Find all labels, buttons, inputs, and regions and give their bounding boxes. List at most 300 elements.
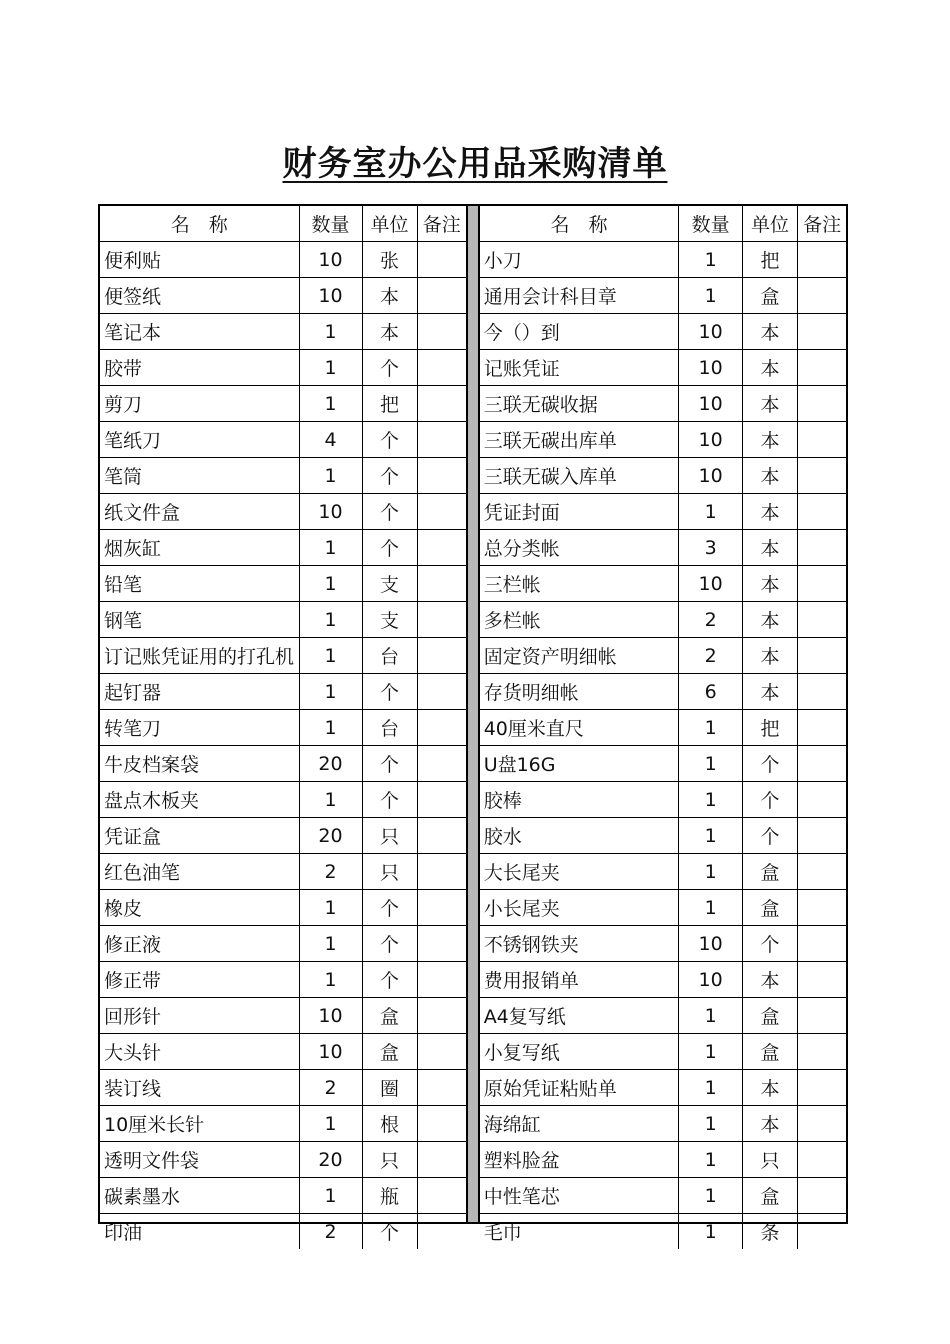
item-note-cell [417, 782, 466, 818]
item-note-cell [798, 242, 846, 278]
table-row [100, 854, 466, 890]
item-unit-cell: 个 [362, 1214, 417, 1250]
item-note-cell [798, 278, 846, 314]
item-unit-cell: 只 [362, 854, 417, 890]
item-qty-cell: 1 [299, 314, 362, 350]
item-note-cell [417, 314, 466, 350]
item-qty-cell: 10 [679, 566, 742, 602]
item-name-cell: 原始凭证粘贴单 [480, 1070, 679, 1106]
item-qty-cell: 1 [299, 782, 362, 818]
table-row [480, 926, 846, 962]
item-unit-cell: 把 [362, 386, 417, 422]
item-note-cell [798, 638, 846, 674]
table-row [480, 494, 846, 530]
item-note-cell [417, 710, 466, 746]
item-qty-cell: 1 [679, 1142, 742, 1178]
item-name-cell: 回形针 [100, 998, 299, 1034]
item-qty-cell: 1 [679, 854, 742, 890]
table-row [100, 458, 466, 494]
item-qty-cell: 1 [679, 1070, 742, 1106]
item-qty-cell: 1 [299, 710, 362, 746]
item-unit-cell: 盒 [742, 890, 797, 926]
item-unit-cell: 根 [362, 1106, 417, 1142]
item-unit-cell: 盒 [742, 1178, 797, 1214]
item-qty-cell: 20 [299, 746, 362, 782]
item-unit-cell: 本 [742, 1070, 797, 1106]
item-unit-cell: 盒 [742, 278, 797, 314]
item-qty-cell: 1 [299, 1178, 362, 1214]
item-qty-cell: 1 [679, 1034, 742, 1070]
right-table [480, 206, 846, 1249]
item-name-cell: 毛巾 [480, 1214, 679, 1250]
item-note-cell [417, 1034, 466, 1070]
item-unit-cell: 个 [362, 890, 417, 926]
item-name-cell: 笔筒 [100, 458, 299, 494]
item-unit-cell: 支 [362, 602, 417, 638]
item-name-cell: 三联无碳收据 [480, 386, 679, 422]
item-note-cell [417, 566, 466, 602]
item-note-cell [798, 350, 846, 386]
item-qty-cell: 1 [679, 278, 742, 314]
item-unit-cell: 瓶 [362, 1178, 417, 1214]
item-qty-cell: 20 [299, 818, 362, 854]
item-unit-cell: 本 [742, 386, 797, 422]
item-qty-cell: 20 [299, 1142, 362, 1178]
header-qty: 数量 [679, 206, 742, 242]
item-name-cell: 海绵缸 [480, 1106, 679, 1142]
item-qty-cell: 10 [679, 350, 742, 386]
item-name-cell: 纸文件盒 [100, 494, 299, 530]
item-note-cell [417, 890, 466, 926]
item-note-cell [798, 530, 846, 566]
table-row [480, 458, 846, 494]
table-row [100, 782, 466, 818]
item-unit-cell: 本 [742, 962, 797, 998]
item-unit-cell: 本 [742, 494, 797, 530]
item-qty-cell: 1 [679, 782, 742, 818]
item-qty-cell: 2 [299, 1070, 362, 1106]
item-unit-cell: 本 [742, 422, 797, 458]
item-qty-cell: 1 [299, 890, 362, 926]
table-row [480, 386, 846, 422]
item-unit-cell: 个 [362, 494, 417, 530]
item-name-cell: 透明文件袋 [100, 1142, 299, 1178]
table-row [480, 638, 846, 674]
item-name-cell: 塑料脸盆 [480, 1142, 679, 1178]
item-qty-cell: 10 [679, 422, 742, 458]
item-name-cell: 三联无碳出库单 [480, 422, 679, 458]
header-name: 名 称 [480, 206, 679, 242]
item-unit-cell: 只 [362, 818, 417, 854]
item-name-cell: 胶棒 [480, 782, 679, 818]
item-note-cell [417, 746, 466, 782]
item-note-cell [417, 854, 466, 890]
item-note-cell [798, 746, 846, 782]
header-unit: 单位 [362, 206, 417, 242]
item-qty-cell: 1 [299, 458, 362, 494]
item-qty-cell: 1 [679, 1178, 742, 1214]
item-qty-cell: 1 [299, 638, 362, 674]
table-row [100, 998, 466, 1034]
item-note-cell [798, 386, 846, 422]
item-unit-cell: 台 [362, 710, 417, 746]
item-note-cell [798, 458, 846, 494]
item-note-cell [417, 1142, 466, 1178]
item-qty-cell: 1 [299, 602, 362, 638]
item-name-cell: A4复写纸 [480, 998, 679, 1034]
item-unit-cell: 把 [742, 710, 797, 746]
item-note-cell [798, 674, 846, 710]
item-name-cell: 烟灰缸 [100, 530, 299, 566]
item-unit-cell: 盒 [362, 998, 417, 1034]
item-name-cell: U盘16G [480, 746, 679, 782]
table-row [100, 494, 466, 530]
table-row [480, 998, 846, 1034]
item-name-cell: 碳素墨水 [100, 1178, 299, 1214]
header-note: 备注 [798, 206, 846, 242]
table-row [480, 818, 846, 854]
item-unit-cell: 个 [362, 926, 417, 962]
item-name-cell: 铅笔 [100, 566, 299, 602]
table-row [100, 818, 466, 854]
item-qty-cell: 1 [679, 818, 742, 854]
item-qty-cell: 1 [679, 998, 742, 1034]
table-row [480, 1214, 846, 1250]
item-unit-cell: 本 [362, 314, 417, 350]
left-table-panel [100, 206, 466, 1244]
table-row [100, 1178, 466, 1214]
item-name-cell: 小长尾夹 [480, 890, 679, 926]
purchase-list-sheet [98, 204, 848, 1244]
item-note-cell [798, 1106, 846, 1142]
item-unit-cell: 本 [742, 350, 797, 386]
item-qty-cell: 1 [679, 494, 742, 530]
item-note-cell [798, 782, 846, 818]
item-unit-cell: 条 [742, 1214, 797, 1250]
item-qty-cell: 6 [679, 674, 742, 710]
table-row [100, 926, 466, 962]
item-unit-cell: 本 [742, 314, 797, 350]
table-row [480, 1106, 846, 1142]
item-unit-cell: 把 [742, 242, 797, 278]
item-qty-cell: 10 [299, 998, 362, 1034]
item-note-cell [417, 674, 466, 710]
left-table [100, 206, 466, 1249]
item-qty-cell: 1 [679, 746, 742, 782]
item-qty-cell: 1 [679, 1214, 742, 1250]
item-name-cell: 便利贴 [100, 242, 299, 278]
item-qty-cell: 10 [679, 314, 742, 350]
item-note-cell [798, 1070, 846, 1106]
item-name-cell: 起钉器 [100, 674, 299, 710]
item-qty-cell: 1 [299, 530, 362, 566]
item-note-cell [417, 602, 466, 638]
item-name-cell: 剪刀 [100, 386, 299, 422]
item-qty-cell: 1 [679, 242, 742, 278]
item-qty-cell: 2 [679, 638, 742, 674]
table-row [480, 422, 846, 458]
table-row [100, 638, 466, 674]
item-unit-cell: 个 [362, 458, 417, 494]
item-qty-cell: 10 [299, 278, 362, 314]
item-qty-cell: 10 [679, 458, 742, 494]
item-name-cell: 胶带 [100, 350, 299, 386]
item-qty-cell: 10 [679, 962, 742, 998]
item-unit-cell: 张 [362, 242, 417, 278]
item-qty-cell: 10 [299, 1034, 362, 1070]
right-header-row [480, 206, 846, 242]
item-unit-cell: 个 [362, 746, 417, 782]
header-unit: 单位 [742, 206, 797, 242]
item-name-cell: 凭证盒 [100, 818, 299, 854]
item-name-cell: 转笔刀 [100, 710, 299, 746]
page-title-text: 财务室办公用品采购清单 [282, 144, 668, 184]
item-unit-cell: 本 [742, 638, 797, 674]
item-unit-cell: 本 [362, 278, 417, 314]
item-unit-cell: 圈 [362, 1070, 417, 1106]
item-qty-cell: 1 [299, 386, 362, 422]
item-qty-cell: 10 [679, 386, 742, 422]
table-row [480, 854, 846, 890]
item-unit-cell: 本 [742, 1106, 797, 1142]
table-row [100, 278, 466, 314]
item-name-cell: 通用会计科目章 [480, 278, 679, 314]
table-row [100, 710, 466, 746]
item-qty-cell: 1 [299, 566, 362, 602]
item-name-cell: 三联无碳入库单 [480, 458, 679, 494]
item-name-cell: 印油 [100, 1214, 299, 1250]
item-note-cell [417, 458, 466, 494]
item-unit-cell: 盒 [742, 1034, 797, 1070]
item-qty-cell: 4 [299, 422, 362, 458]
table-row [100, 350, 466, 386]
item-note-cell [798, 602, 846, 638]
table-row [480, 1070, 846, 1106]
page-title [0, 136, 950, 185]
item-note-cell [798, 1034, 846, 1070]
item-name-cell: 小复写纸 [480, 1034, 679, 1070]
item-name-cell: 订记账凭证用的打孔机 [100, 638, 299, 674]
left-table-body [100, 242, 466, 1250]
table-row [480, 890, 846, 926]
table-row [480, 710, 846, 746]
table-row [480, 242, 846, 278]
item-note-cell [798, 998, 846, 1034]
item-note-cell [417, 962, 466, 998]
item-name-cell: 大长尾夹 [480, 854, 679, 890]
item-note-cell [798, 1178, 846, 1214]
item-note-cell [798, 494, 846, 530]
item-unit-cell: 个 [742, 818, 797, 854]
item-note-cell [417, 242, 466, 278]
table-row [480, 962, 846, 998]
item-unit-cell: 本 [742, 674, 797, 710]
item-unit-cell: 支 [362, 566, 417, 602]
item-name-cell: 存货明细帐 [480, 674, 679, 710]
item-name-cell: 总分类帐 [480, 530, 679, 566]
table-row [480, 602, 846, 638]
column-separator [466, 206, 480, 1222]
item-name-cell: 40厘米直尺 [480, 710, 679, 746]
item-name-cell: 修正液 [100, 926, 299, 962]
table-row [100, 566, 466, 602]
item-note-cell [417, 818, 466, 854]
table-row [100, 386, 466, 422]
table-row [480, 746, 846, 782]
table-row [100, 962, 466, 998]
item-name-cell: 不锈钢铁夹 [480, 926, 679, 962]
table-row [480, 566, 846, 602]
item-note-cell [417, 998, 466, 1034]
item-name-cell: 记账凭证 [480, 350, 679, 386]
item-note-cell [417, 422, 466, 458]
table-row [100, 530, 466, 566]
table-row [100, 422, 466, 458]
item-note-cell [798, 566, 846, 602]
right-table-body [480, 242, 846, 1250]
item-note-cell [798, 1214, 846, 1250]
table-row [100, 890, 466, 926]
item-note-cell [417, 1214, 466, 1250]
item-name-cell: 多栏帐 [480, 602, 679, 638]
item-unit-cell: 本 [742, 458, 797, 494]
item-unit-cell: 个 [742, 926, 797, 962]
table-row [480, 350, 846, 386]
item-name-cell: 装订线 [100, 1070, 299, 1106]
item-unit-cell: 盒 [742, 998, 797, 1034]
item-name-cell: 费用报销单 [480, 962, 679, 998]
item-note-cell [417, 926, 466, 962]
item-note-cell [798, 926, 846, 962]
table-row [480, 674, 846, 710]
item-qty-cell: 1 [679, 890, 742, 926]
item-note-cell [798, 890, 846, 926]
item-name-cell: 大头针 [100, 1034, 299, 1070]
item-qty-cell: 1 [299, 1106, 362, 1142]
item-note-cell [417, 638, 466, 674]
table-row [100, 1106, 466, 1142]
item-qty-cell: 1 [679, 1106, 742, 1142]
item-name-cell: 笔纸刀 [100, 422, 299, 458]
item-unit-cell: 个 [742, 746, 797, 782]
item-qty-cell: 10 [299, 242, 362, 278]
item-unit-cell: 个 [362, 350, 417, 386]
item-name-cell: 牛皮档案袋 [100, 746, 299, 782]
table-row [100, 1142, 466, 1178]
item-name-cell: 橡皮 [100, 890, 299, 926]
item-note-cell [417, 1070, 466, 1106]
item-note-cell [798, 422, 846, 458]
item-note-cell [417, 278, 466, 314]
item-name-cell: 笔记本 [100, 314, 299, 350]
table-row [480, 1142, 846, 1178]
item-note-cell [798, 1142, 846, 1178]
item-qty-cell: 3 [679, 530, 742, 566]
item-qty-cell: 1 [299, 674, 362, 710]
item-unit-cell: 本 [742, 530, 797, 566]
item-name-cell: 便签纸 [100, 278, 299, 314]
item-note-cell [798, 962, 846, 998]
item-name-cell: 修正带 [100, 962, 299, 998]
item-unit-cell: 个 [742, 782, 797, 818]
item-unit-cell: 本 [742, 602, 797, 638]
item-unit-cell: 本 [742, 566, 797, 602]
item-name-cell: 今（）到 [480, 314, 679, 350]
header-qty: 数量 [299, 206, 362, 242]
table-row [100, 602, 466, 638]
item-note-cell [417, 1106, 466, 1142]
item-qty-cell: 1 [299, 926, 362, 962]
table-row [100, 1214, 466, 1250]
table-row [100, 314, 466, 350]
item-note-cell [417, 350, 466, 386]
item-name-cell: 钢笔 [100, 602, 299, 638]
item-name-cell: 凭证封面 [480, 494, 679, 530]
item-note-cell [417, 494, 466, 530]
item-name-cell: 小刀 [480, 242, 679, 278]
item-name-cell: 红色油笔 [100, 854, 299, 890]
right-table-panel [480, 206, 846, 1244]
item-name-cell: 胶水 [480, 818, 679, 854]
item-name-cell: 中性笔芯 [480, 1178, 679, 1214]
table-row [100, 746, 466, 782]
item-unit-cell: 个 [362, 530, 417, 566]
item-unit-cell: 个 [362, 674, 417, 710]
item-note-cell [798, 854, 846, 890]
item-qty-cell: 10 [299, 494, 362, 530]
item-unit-cell: 个 [362, 782, 417, 818]
item-unit-cell: 台 [362, 638, 417, 674]
table-row [480, 314, 846, 350]
item-name-cell: 三栏帐 [480, 566, 679, 602]
table-row [480, 1034, 846, 1070]
item-note-cell [417, 386, 466, 422]
table-row [100, 674, 466, 710]
item-note-cell [798, 710, 846, 746]
item-note-cell [798, 818, 846, 854]
left-header-row [100, 206, 466, 242]
item-qty-cell: 1 [299, 350, 362, 386]
item-unit-cell: 盒 [362, 1034, 417, 1070]
item-name-cell: 固定资产明细帐 [480, 638, 679, 674]
table-row [480, 1178, 846, 1214]
item-unit-cell: 个 [362, 962, 417, 998]
item-note-cell [417, 530, 466, 566]
header-name: 名 称 [100, 206, 299, 242]
item-unit-cell: 个 [362, 422, 417, 458]
item-note-cell [417, 1178, 466, 1214]
item-qty-cell: 2 [679, 602, 742, 638]
item-qty-cell: 1 [679, 710, 742, 746]
table-row [480, 530, 846, 566]
item-name-cell: 10厘米长针 [100, 1106, 299, 1142]
table-row [100, 1034, 466, 1070]
item-unit-cell: 只 [742, 1142, 797, 1178]
item-unit-cell: 只 [362, 1142, 417, 1178]
item-name-cell: 盘点木板夹 [100, 782, 299, 818]
header-note: 备注 [417, 206, 466, 242]
item-qty-cell: 2 [299, 854, 362, 890]
item-unit-cell: 盒 [742, 854, 797, 890]
table-row [100, 1070, 466, 1106]
item-qty-cell: 10 [679, 926, 742, 962]
item-qty-cell: 1 [299, 962, 362, 998]
item-qty-cell: 2 [299, 1214, 362, 1250]
table-row [480, 782, 846, 818]
table-row [480, 278, 846, 314]
item-note-cell [798, 314, 846, 350]
table-row [100, 242, 466, 278]
